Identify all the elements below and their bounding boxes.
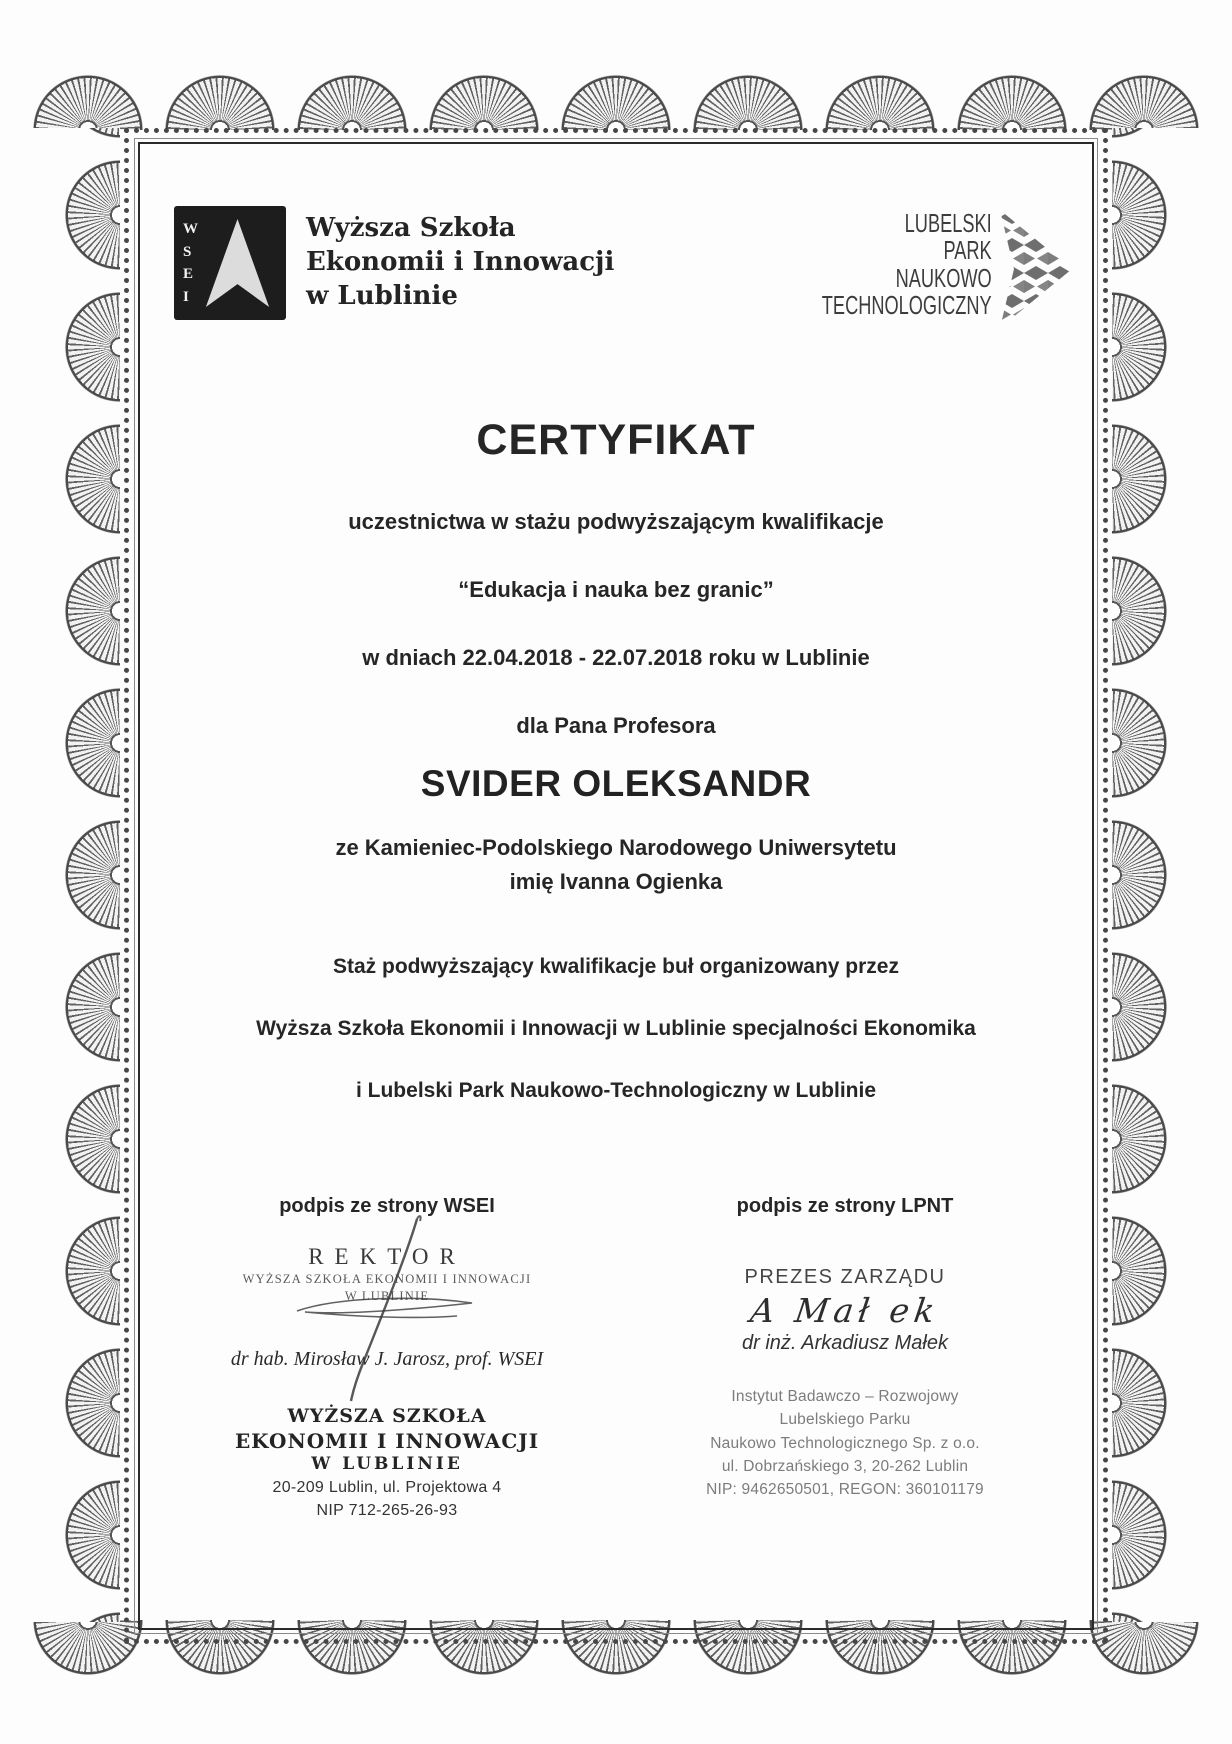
lpnt-org-line: NIP: 9462650501, REGON: 360101179 <box>706 1481 984 1499</box>
lpnt-name-line: TECHNOLOGICZNY <box>822 289 992 320</box>
signature-block-lpnt <box>616 1195 1074 1501</box>
lpnt-logo <box>749 210 1072 328</box>
signature-header-wsei: podpis ze strony WSEI <box>279 1195 495 1218</box>
certificate-subtitle: uczestnictwa w stażu podwyższającym kwalifikacje <box>348 509 884 534</box>
organizer-line-3: i Lubelski Park Naukowo-Technologiczny w Lublinie <box>355 1079 877 1103</box>
rektor-stamp-line: W LUBLINIE <box>344 1289 430 1304</box>
wsei-name-line: Ekonomii i Innowacji <box>306 247 615 278</box>
affiliation-line: imię Ivanna Ogienka <box>509 869 723 895</box>
stamp-title-prezes: PREZES ZARZĄDU <box>744 1266 946 1289</box>
org-stamp-nip: NIP 712-265-26-93 <box>316 1502 458 1520</box>
wsei-letter: S <box>183 243 192 260</box>
signature-header-lpnt: podpis ze strony LPNT <box>736 1195 954 1218</box>
recipient-name: SVIDER OLEKSANDR <box>420 763 812 804</box>
lpnt-org-line: ul. Dobrzańskiego 3, 20-262 Lublin <box>721 1457 969 1475</box>
wsei-org-stamp <box>158 1405 616 1521</box>
lpnt-org-line: Lubelskiego Parku <box>779 1411 911 1429</box>
wsei-letter: E <box>183 266 194 282</box>
header <box>174 206 1072 328</box>
recipient-intro: dla Pana Profesora <box>516 713 716 738</box>
organizer-line-2: Wyższa Szkoła Ekonomii i Innowacji w Lublinie specjalności Ekonomika <box>256 1017 976 1041</box>
lpnt-name-line: PARK <box>943 235 992 266</box>
wsei-name-line: w Lublinie <box>306 280 458 311</box>
wsei-arrow-icon <box>198 219 277 307</box>
certificate-title: CERTYFIKAT <box>476 416 756 464</box>
lpnt-name-line: LUBELSKI <box>904 208 992 238</box>
rektor-stamp-line: WYŻSZA SZKOŁA EKONOMII I INNOWACJI <box>242 1272 532 1287</box>
wsei-emblem-icon <box>174 206 286 320</box>
org-stamp-line: WYŻSZA SZKOŁA <box>287 1405 487 1428</box>
lpnt-org-line: Instytut Badawczo – Rozwojowy <box>731 1388 959 1406</box>
wsei-acronym <box>183 218 198 308</box>
lpnt-name <box>822 210 992 319</box>
lpnt-cubes-arrow-icon <box>1000 210 1072 328</box>
lpnt-name-line: NAUKOWO <box>895 262 992 293</box>
organizer-line-1: Staż podwyższający kwalifikacje buł organizowany przez <box>332 955 899 979</box>
org-stamp-line: EKONOMII I INNOWACJI <box>234 1428 540 1453</box>
border-ornament-left <box>24 128 120 1622</box>
border-ornament-right <box>1112 128 1208 1622</box>
lpnt-org-line: Naukowo Technologicznego Sp. z o.o. <box>710 1434 980 1452</box>
org-stamp-address: 20-209 Lublin, ul. Projektowa 4 <box>272 1479 502 1497</box>
certificate-content <box>158 150 1074 1624</box>
dates-line: w dniach 22.04.2018 - 22.07.2018 roku w Lublinie <box>362 645 870 670</box>
affiliation-line: ze Kamieniec-Podolskiego Narodowego Uniwersytetu <box>335 835 897 860</box>
org-stamp-line: W LUBLINIE <box>311 1453 463 1474</box>
wsei-logo <box>174 206 614 320</box>
border-ornament-top <box>24 34 1208 130</box>
signer-name-lpnt: dr inż. Arkadiusz Małek <box>742 1332 948 1355</box>
signatures-row <box>158 1195 1074 1521</box>
wsei-letter: W <box>183 221 198 237</box>
program-name: “Edukacja i nauka bez granic” <box>458 577 774 602</box>
wsei-name <box>306 212 614 313</box>
spacer <box>158 1304 616 1338</box>
wsei-name-line: Wyższa Szkoła <box>306 213 516 244</box>
recipient-affiliation <box>158 831 1074 899</box>
stamp-title-rektor: REKTOR <box>308 1244 466 1270</box>
handwritten-signature-lpnt: A Mał ek <box>748 1291 942 1331</box>
wsei-letter: I <box>183 288 189 305</box>
signature-block-wsei <box>158 1195 616 1521</box>
signer-name-wsei: dr hab. Mirosław J. Jarosz, prof. WSEI <box>230 1348 544 1371</box>
lpnt-org-stamp <box>616 1385 1074 1501</box>
